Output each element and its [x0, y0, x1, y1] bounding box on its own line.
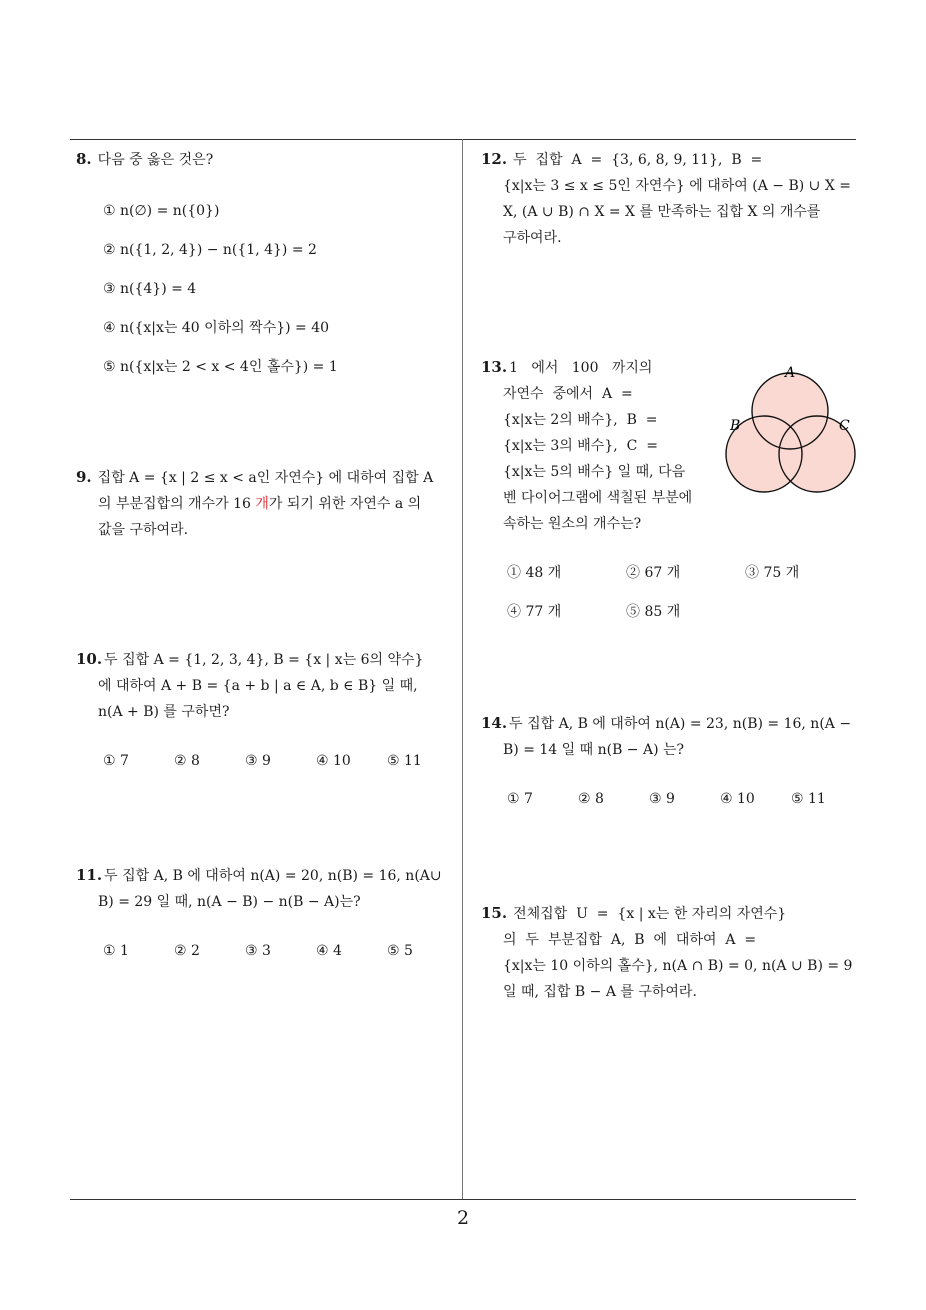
question-11-options [103, 943, 447, 959]
question-line: 의 두 부분집합 A, B 에 대하여 A = [503, 932, 757, 948]
option-2[interactable]: ② 8 [174, 753, 200, 769]
question-13-options-row-1 [507, 562, 835, 582]
option-5[interactable]: ⑤ 11 [387, 753, 422, 769]
question-line: 집합 A = {x | 2 ≤ x < a인 자연수} 에 대하여 집합 A [97, 470, 434, 486]
question-14-options [507, 791, 851, 807]
question-line: {x|x는 3 ≤ x ≤ 5인 자연수} 에 대하여 (A − B) ∪ X = [503, 178, 851, 194]
question-number: 13. [481, 358, 508, 376]
venn-label-c: C [839, 418, 850, 434]
option-3[interactable]: ③ n({4}) = 4 [103, 281, 197, 297]
option-1[interactable]: ① 7 [507, 791, 533, 807]
option-3[interactable]: ③ 3 [245, 943, 271, 959]
question-number: 8. [76, 150, 92, 168]
question-number: 14. [481, 714, 508, 732]
option-4[interactable]: ④ 10 [316, 753, 351, 769]
option-4[interactable]: ④ 4 [316, 943, 342, 959]
venn-shaded-region [726, 373, 855, 492]
question-line: 전체집합 U = {x | x는 한 자리의 자연수} [513, 906, 787, 922]
venn-diagram [720, 364, 864, 500]
question-line: {x|x는 2의 배수}, B = [503, 412, 658, 428]
option-1[interactable]: ① 7 [103, 753, 129, 769]
option-5[interactable]: ⑤ 85 개 [626, 604, 681, 620]
option-5[interactable]: ⑤ 11 [791, 791, 826, 807]
question-number: 10. [76, 650, 103, 668]
question-12 [481, 146, 861, 251]
question-11 [76, 862, 461, 915]
option-3[interactable]: ③ 9 [245, 753, 271, 769]
question-number: 11. [76, 866, 103, 884]
question-line: X, (A ∪ B) ∩ X = X 를 만족하는 집합 X 의 개수를 [503, 204, 821, 220]
question-8-options [103, 199, 453, 394]
question-line: 두 집합 A = {1, 2, 3, 4}, B = {x | x는 6의 약수} [104, 652, 424, 668]
question-line: {x|x는 3의 배수}, C = [503, 438, 658, 454]
venn-label-a: A [785, 365, 796, 381]
question-line: B) = 14 일 때 n(B − A) 는? [503, 742, 685, 758]
option-3[interactable]: ③ 9 [649, 791, 675, 807]
page-number: 2 [456, 1207, 470, 1229]
question-number: 9. [76, 468, 92, 486]
column-divider [462, 139, 463, 1199]
question-line: 구하여라. [503, 230, 562, 246]
question-line: {x|x는 10 이하의 홀수}, n(A ∩ B) = 0, n(A ∪ B) = 9 [503, 958, 853, 974]
question-stem: 다음 중 옳은 것은? [97, 152, 214, 168]
question-line: 일 때, 집합 B − A 를 구하여라. [503, 984, 697, 1000]
question-10 [76, 646, 461, 725]
question-line: 에 대하여 A + B = {a + b | a ∈ A, b ∈ B} 일 때, [98, 678, 418, 694]
option-1[interactable]: ① 1 [103, 943, 129, 959]
question-line: 벤 다이어그램에 색칠된 부분에 [503, 490, 693, 506]
question-line: B) = 29 일 때, n(A − B) − n(B − A)는? [98, 894, 361, 910]
question-line: 두 집합 A = {3, 6, 8, 9, 11}, B = [513, 152, 763, 168]
question-8 [76, 146, 456, 173]
question-line: 1 에서 100 까지의 [509, 360, 653, 376]
option-5[interactable]: ⑤ 5 [387, 943, 413, 959]
option-4[interactable]: ④ 77 개 [507, 604, 562, 620]
option-2[interactable]: ② 2 [174, 943, 200, 959]
question-10-options [103, 753, 447, 769]
question-line: 의 부분집합의 개수가 16 [98, 496, 256, 512]
question-9 [76, 464, 461, 543]
question-15 [481, 900, 866, 1005]
option-2[interactable]: ② n({1, 2, 4}) − n({1, 4}) = 2 [103, 242, 317, 258]
venn-label-b: B [730, 418, 741, 434]
question-number: 12. [481, 150, 508, 168]
option-3[interactable]: ③ 75 개 [745, 565, 800, 581]
highlighted-word: 개 [255, 496, 269, 512]
question-number: 15. [481, 904, 508, 922]
option-1[interactable]: ① n(∅) = n({0}) [103, 203, 220, 219]
question-line: n(A + B) 를 구하면? [98, 704, 230, 720]
question-14 [481, 710, 866, 763]
top-rule [70, 139, 856, 140]
option-2[interactable]: ② 8 [578, 791, 604, 807]
bottom-rule [70, 1199, 856, 1200]
question-line: 속하는 원소의 개수는? [503, 516, 642, 532]
question-13 [481, 354, 721, 537]
question-line: 가 되기 위한 자연수 a 의 [268, 496, 422, 512]
question-13-options-row-2 [507, 601, 716, 621]
option-5[interactable]: ⑤ n({x|x는 2 < x < 4인 홀수}) = 1 [103, 359, 338, 375]
question-line: 자연수 중에서 A = [503, 386, 633, 402]
option-4[interactable]: ④ n({x|x는 40 이하의 짝수}) = 40 [103, 320, 330, 336]
option-2[interactable]: ② 67 개 [626, 565, 681, 581]
option-4[interactable]: ④ 10 [720, 791, 755, 807]
question-line: 값을 구하여라. [98, 522, 189, 538]
option-1[interactable]: ① 48 개 [507, 565, 562, 581]
question-line: 두 집합 A, B 에 대하여 n(A) = 23, n(B) = 16, n(A − [509, 716, 852, 732]
question-line: 두 집합 A, B 에 대하여 n(A) = 20, n(B) = 16, n(A∪ [104, 868, 442, 884]
question-line: {x|x는 5의 배수} 일 때, 다음 [503, 464, 686, 480]
